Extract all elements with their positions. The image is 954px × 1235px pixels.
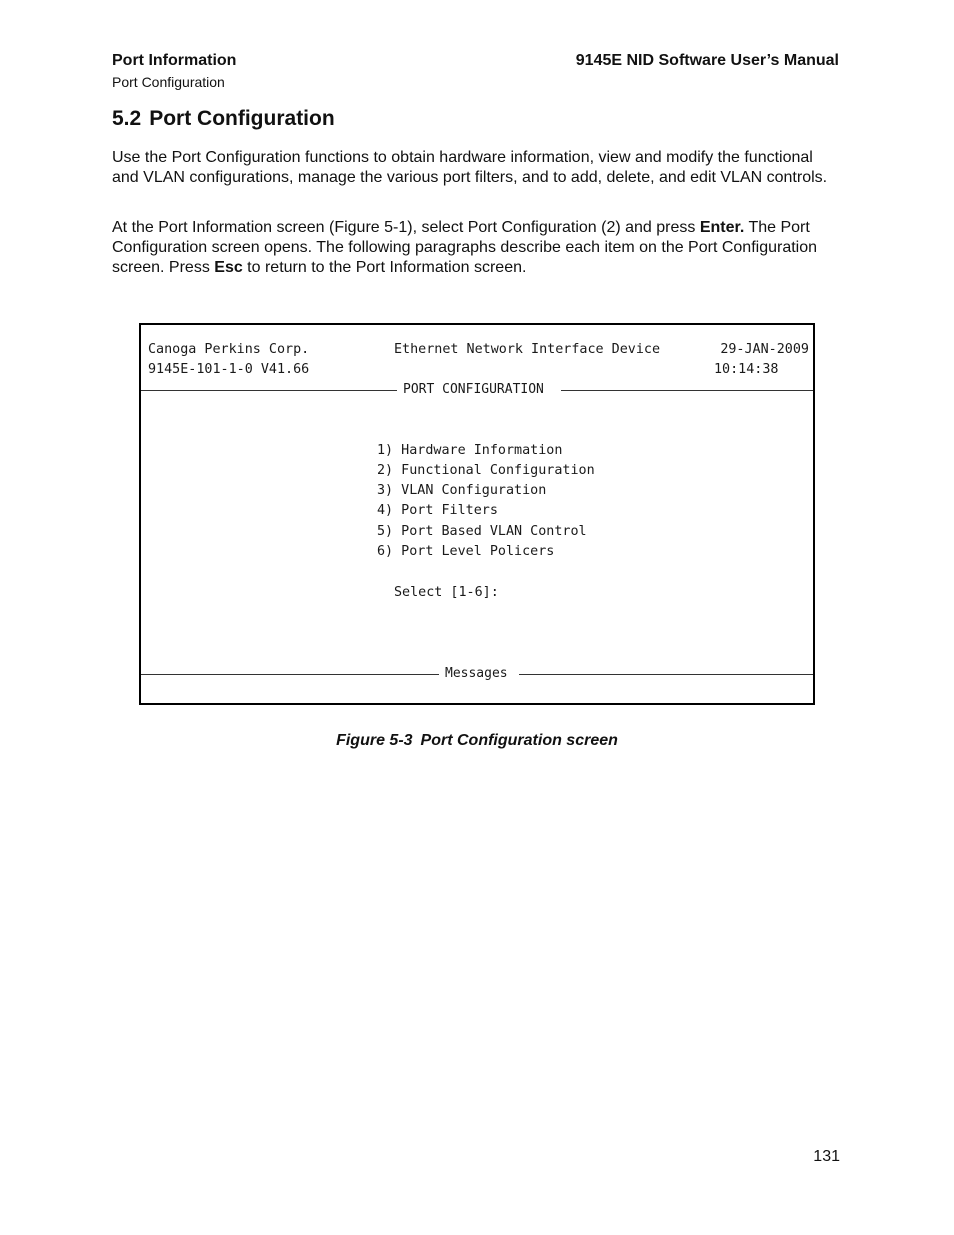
esc-key-label: Esc (214, 259, 243, 276)
separator-dash-left (141, 390, 397, 391)
menu-item-port-level-policers[interactable]: 6) Port Level Policers (377, 544, 555, 559)
page-number: 131 (813, 1148, 840, 1165)
instruction-paragraph (112, 218, 842, 278)
terminal-model: 9145E-101-1-0 V41.66 (148, 362, 310, 377)
menu-item-port-based-vlan-control[interactable]: 5) Port Based VLAN Control (377, 524, 587, 539)
running-header-manual-title: 9145E NID Software User’s Manual (575, 52, 839, 69)
messages-label: Messages (445, 666, 508, 681)
instruction-text-3: to return to the Port Information screen. (242, 259, 527, 276)
section-number: 5.2 (112, 107, 142, 130)
terminal-date: 29-JAN-2009 (720, 342, 809, 357)
enter-key-label: Enter. (699, 219, 745, 236)
figure-caption (0, 731, 954, 751)
menu-item-functional-configuration[interactable]: 2) Functional Configuration (377, 463, 595, 478)
messages-separator (141, 665, 813, 683)
separator-dash-right (561, 390, 813, 391)
separator-dash-left (141, 674, 439, 675)
terminal-screen (139, 323, 815, 705)
figure-title: Port Configuration screen (420, 732, 618, 749)
terminal-company: Canoga Perkins Corp. (148, 342, 310, 357)
instruction-text-1: At the Port Information screen (Figure 5-1), select Port Configuration (2) and press (112, 219, 700, 236)
separator-dash-right (519, 674, 813, 675)
terminal-device-name: Ethernet Network Interface Device (394, 342, 661, 357)
intro-paragraph: Use the Port Configuration functions to obtain hardware information, view and modify the functional and VLAN configurations, manage the various port filters, and to add, delete, and edit VLAN controls. (112, 149, 828, 186)
section-title-text: Port Configuration (149, 107, 335, 130)
menu-item-hardware-information[interactable]: 1) Hardware Information (377, 443, 563, 458)
menu-item-port-filters[interactable]: 4) Port Filters (377, 503, 498, 518)
running-header-subsection: Port Configuration (112, 74, 225, 90)
figure-number: Figure 5-3 (336, 732, 413, 749)
running-header-section: Port Information (112, 52, 237, 69)
screen-title: PORT CONFIGURATION (403, 382, 544, 397)
terminal-time: 10:14:38 (714, 362, 779, 377)
menu-item-vlan-configuration[interactable]: 3) VLAN Configuration (377, 483, 547, 498)
screen-title-separator (141, 381, 813, 399)
instruction-text-2: The Port Configuration screen opens. The following paragraphs describe each item on the Port Configuration screen. Press (112, 219, 818, 276)
section-heading (112, 105, 335, 133)
select-prompt[interactable]: Select [1-6]: (394, 585, 499, 600)
